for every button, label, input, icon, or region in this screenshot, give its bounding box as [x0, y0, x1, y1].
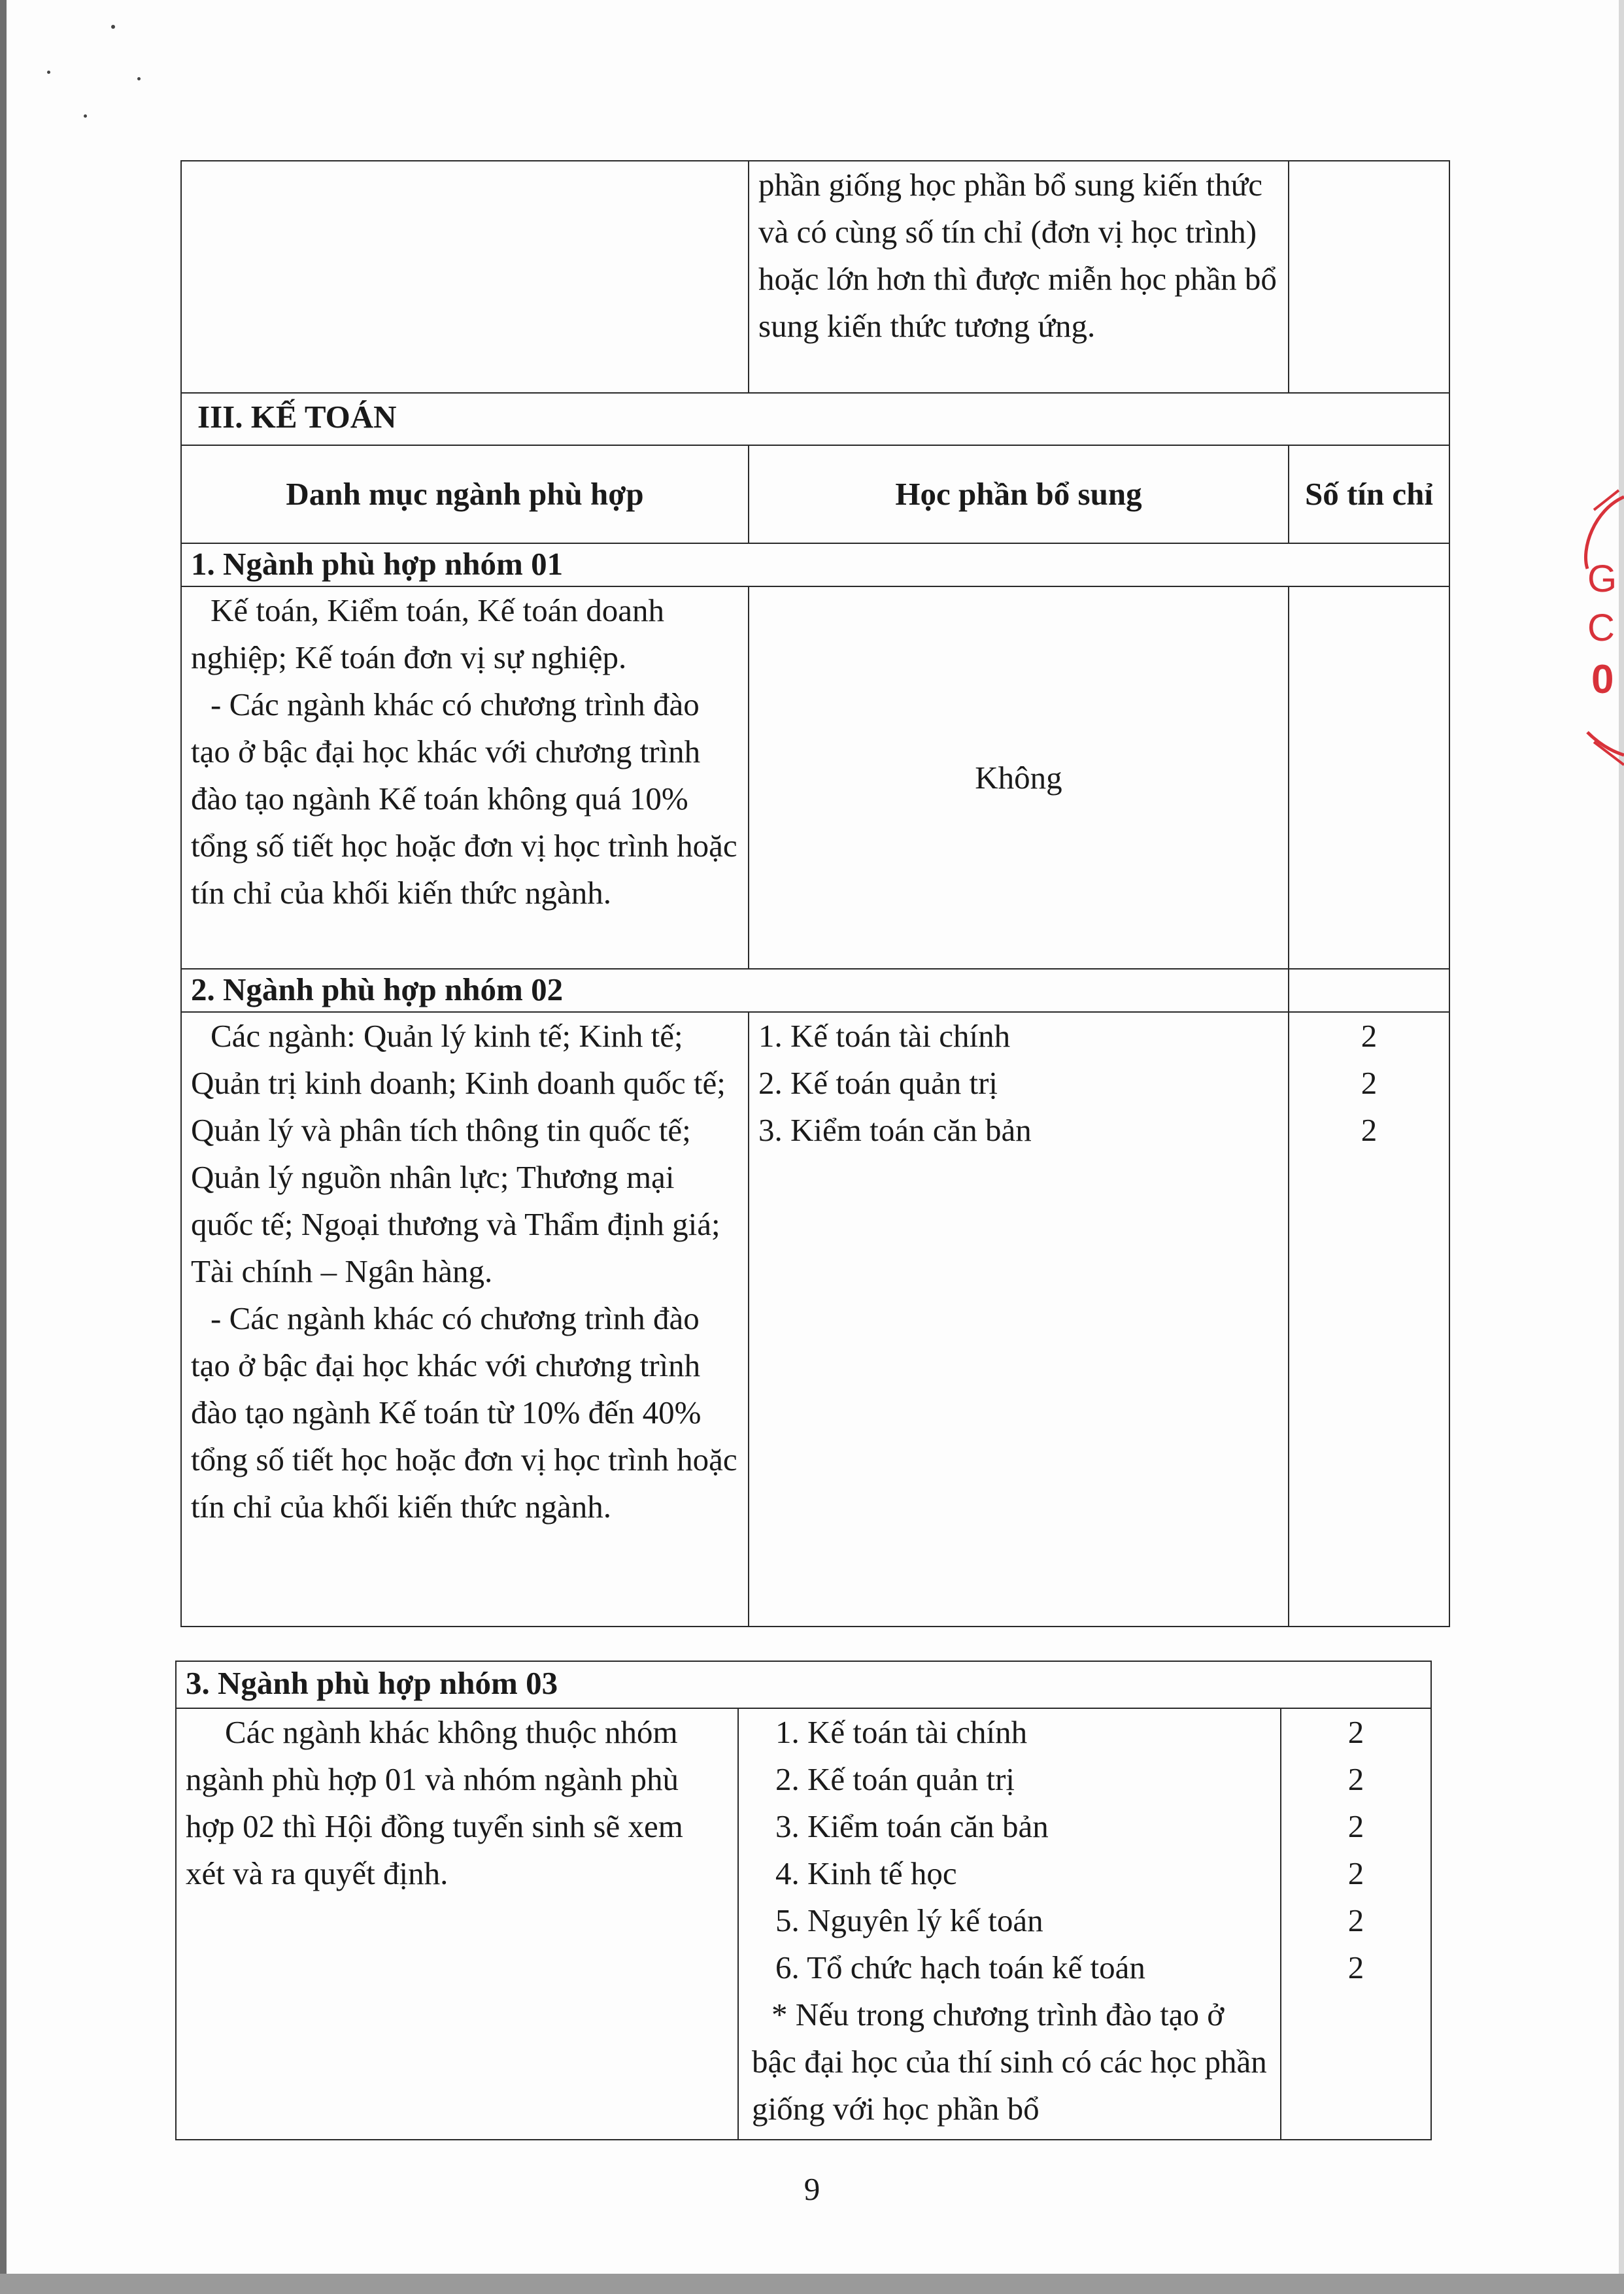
group-3-courses: [738, 1708, 1281, 2140]
section-title: III. KẾ TOÁN: [181, 393, 1449, 445]
empty-cell: [181, 161, 749, 393]
stamp-graphic: [1568, 484, 1624, 771]
group-3-title: 3. Ngành phù hợp nhóm 03: [176, 1661, 1431, 1708]
group-2-majors: [181, 1012, 749, 1627]
accounting-requirements-table: [180, 160, 1450, 1627]
course-item: 3. Kiểm toán căn bản: [775, 1808, 1049, 1844]
group-1-title: 1. Ngành phù hợp nhóm 01: [181, 543, 1449, 586]
scan-speck: [111, 25, 115, 29]
credit-value: 2: [1347, 1855, 1364, 1891]
group-2-row: [181, 1012, 1449, 1627]
accounting-requirements-table-continued: [175, 1661, 1432, 2140]
course-item: 3. Kiểm toán căn bản: [758, 1112, 1032, 1148]
continuation-text: phần giống học phần bổ sung kiến thức và có cùng số tín chỉ (đơn vị học trình) hoặc lớn hơn thì được miễn học phần bổ sung kiến thức tương ứng.: [758, 167, 1277, 344]
group-2-majors-main: Các ngành: Quản lý kinh tế; Kinh tế; Quản trị kinh doanh; Kinh doanh quốc tế; Quản lý và phân tích thông tin quốc tế; Quản lý nguồn nhân lực; Thương mại quốc tế; Ngoại thương và Thẩm định giá; Tài chính – Ngân hàng.: [191, 1018, 726, 1289]
scan-left-edge: [0, 0, 7, 2294]
course-item: 1. Kế toán tài chính: [775, 1714, 1028, 1750]
group-1-row: [181, 586, 1449, 969]
credit-value: 2: [1347, 1714, 1364, 1750]
group-3-majors-main: Các ngành khác không thuộc nhóm ngành phù hợp 01 và nhóm ngành phù hợp 02 thì Hội đồng tuyển sinh sẽ xem xét và ra quyết định.: [186, 1714, 683, 1891]
course-item: 2. Kế toán quản trị: [775, 1761, 1015, 1797]
empty-cell: [1289, 161, 1449, 393]
svg-text:G: G: [1587, 558, 1617, 600]
empty-cell: [1289, 969, 1449, 1012]
group-1-majors-other: - Các ngành khác có chương trình đào tạo ở bậc đại học khác với chương trình đào tạo ngành Kế toán không quá 10% tổng số tiết học hoặc đơn vị học trình hoặc tín chỉ của khối kiến thức ngành.: [191, 686, 737, 911]
credit-value: 2: [1347, 1808, 1364, 1844]
continuation-text-cell: [749, 161, 1289, 393]
group-title-row: [176, 1661, 1431, 1708]
course-item: 4. Kinh tế học: [775, 1855, 957, 1891]
course-item: 6. Tổ chức hạch toán kế toán: [775, 1949, 1145, 1985]
credit-value: 2: [1361, 1018, 1378, 1054]
group-1-credits: [1289, 586, 1449, 969]
credit-value: 2: [1347, 1761, 1364, 1797]
scan-speck: [84, 114, 87, 118]
scan-bottom-band: [0, 2274, 1624, 2294]
svg-text:0: 0: [1591, 657, 1614, 702]
scan-right-edge: [1619, 0, 1624, 2274]
group-title-row: [181, 543, 1449, 586]
group-2-title: 2. Ngành phù hợp nhóm 02: [181, 969, 1289, 1012]
header-row: [181, 445, 1449, 543]
group-2-majors-other: - Các ngành khác có chương trình đào tạo ở bậc đại học khác với chương trình đào tạo ngành Kế toán từ 10% đến 40% tổng số tiết học hoặc đơn vị học trình hoặc tín chỉ của khối kiến thức ngành.: [191, 1300, 737, 1525]
group-1-courses: Không: [749, 586, 1289, 969]
group-title-row: [181, 969, 1449, 1012]
group-3-majors: [176, 1708, 738, 2140]
section-row: [181, 393, 1449, 445]
svg-text:C: C: [1587, 607, 1615, 649]
page-number: 9: [804, 2171, 820, 2207]
column-header-credits: Số tín chỉ: [1289, 445, 1449, 543]
table-row-continuation: [181, 161, 1449, 393]
course-item: 2. Kế toán quản trị: [758, 1065, 998, 1101]
group-3-credits: [1281, 1708, 1431, 2140]
group-3-row: [176, 1708, 1431, 2140]
group-2-courses: [749, 1012, 1289, 1627]
scan-speck: [137, 77, 141, 80]
group-2-credits: [1289, 1012, 1449, 1627]
column-header-courses: Học phần bổ sung: [749, 445, 1289, 543]
group-3-note: * Nếu trong chương trình đào tạo ở bậc đại học của thí sinh có các học phần giống với học phần bổ: [752, 1997, 1267, 2127]
credit-value: 2: [1347, 1949, 1364, 1985]
credit-value: 2: [1361, 1065, 1378, 1101]
course-item: 5. Nguyên lý kế toán: [775, 1902, 1043, 1938]
official-stamp-fragment: [1568, 484, 1624, 771]
column-header-majors: Danh mục ngành phù hợp: [181, 445, 749, 543]
credit-value: 2: [1347, 1902, 1364, 1938]
course-item: 1. Kế toán tài chính: [758, 1018, 1011, 1054]
group-1-majors-main: Kế toán, Kiểm toán, Kế toán doanh nghiệp; Kế toán đơn vị sự nghiệp.: [191, 592, 664, 675]
group-1-majors: [181, 586, 749, 969]
scan-speck: [47, 71, 50, 74]
credit-value: 2: [1361, 1112, 1378, 1148]
